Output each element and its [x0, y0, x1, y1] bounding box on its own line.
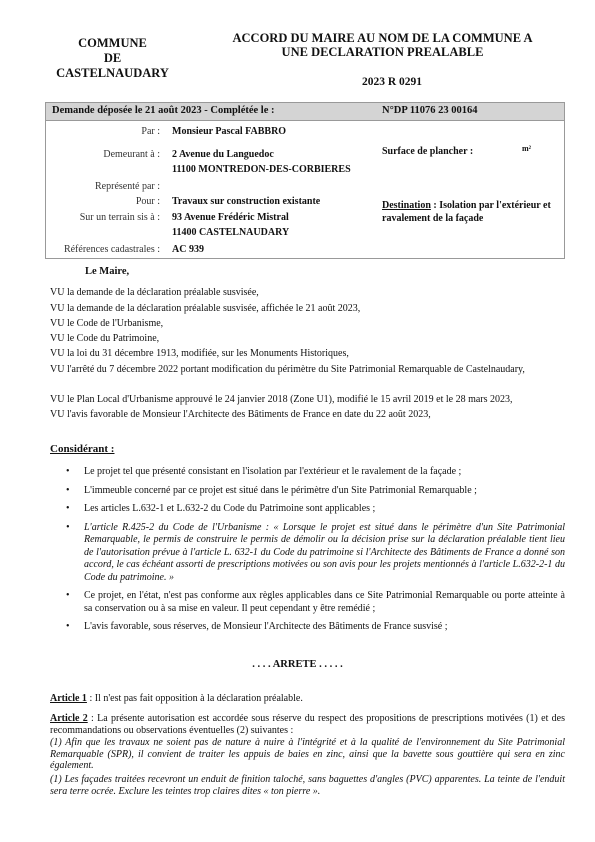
commune-line: COMMUNE [78, 36, 147, 50]
surface-label: Surface de plancher : [382, 146, 474, 157]
considerant-item: • L'article R.425-2 du Code de l'Urbanisme : « Lorsque le projet est situé dans le périmètre d'un Site Patrimonial Remarquable, le permis de construire le permis de démolir ou la décision prise sur la déclaration préalable tient lieu de l'autorisation prévue à l'article L. 632-1 du Code du patrimoine si l'Architecte des Bâtiments de France a donné son accord, le cas échéant assorti de prescriptions motivées ou son avis pour les projets mentionnés à l'article L.632-2-1 du Code du patrimoine. » [62, 522, 565, 585]
par-value: Monsieur Pascal FABBRO [172, 126, 287, 137]
destination-value: : Isolation par l'extérieur et ravalement de la façade [382, 200, 551, 224]
considerant-item: • Les articles L.632-1 et L.632-2 du Code du Patrimoine sont applicables ; [62, 503, 565, 516]
demande-band [45, 102, 565, 121]
article-2-prescription: (1) Afin que les travaux ne soient pas de nature à nuire à l'intégrité et à la qualité de l'environnement du Site Patrimonial Remarquable (SPR), il convient de traiter les appuis de baies en zinc, ainsi que la bavette sous gouttière qui sera en zinc également. [50, 737, 565, 771]
article-1-text: : Il n'est pas fait opposition à la déclaration préalable. [86, 693, 303, 704]
pour-value: Travaux sur construction existante [172, 196, 321, 207]
vu-line: VU l'avis favorable de Monsieur l'Architecte des Bâtiments de France en date du 22 août 2023, [50, 409, 431, 420]
destination-label: Destination [382, 200, 431, 211]
considerant-item: • L'immeuble concerné par ce projet est situé dans le périmètre d'un Site Patrimonial Remarquable ; [62, 485, 565, 498]
dossier-number: N°DP 11076 23 00164 [382, 105, 478, 116]
demeurant-label: Demeurant à : [103, 149, 160, 160]
commune-line: CASTELNAUDARY [56, 66, 169, 80]
article-1 [50, 693, 565, 705]
vu-line: VU l'arrêté du 7 décembre 2022 portant modification du périmètre du Site Patrimonial Remarquable de Castelnaudary, [50, 364, 525, 375]
pour-label: Pour : [135, 196, 160, 207]
considerant-list [62, 466, 565, 640]
considerant-item: • Le projet tel que présenté consistant en l'isolation par l'extérieur et le ravalement de la façade ; [62, 466, 565, 479]
vu-line: VU la loi du 31 décembre 1913, modifiée, sur les Monuments Historiques, [50, 348, 349, 359]
considerant-item: • L'avis favorable, sous réserves, de Monsieur l'Architecte des Bâtiments de France susvisé ; [62, 621, 565, 634]
vu-line: VU le Code de l'Urbanisme, [50, 318, 164, 329]
terrain-line1: 93 Avenue Frédéric Mistral [172, 212, 289, 223]
considerant-item: • Ce projet, en l'état, n'est pas conforme aux règles applicables dans ce Site Patrimonial Remarquable ou porte atteinte à sa conservation ou à sa mise en valeur. Il peut cependant y être remédié ; [62, 590, 565, 615]
demande-date: Demande déposée le 21 août 2023 - Complétée le : [52, 105, 275, 116]
form-box [45, 120, 565, 259]
destination [382, 200, 558, 225]
vu-line: VU la demande de la déclaration préalable susvisée, affichée le 21 août 2023, [50, 303, 361, 314]
vu-line: VU le Plan Local d'Urbanisme approuvé le 24 janvier 2018 (Zone U1), modifié le 15 avril 2019 et le 28 mars 2023, [50, 394, 513, 405]
article-2-prescription: (1) Les façades traitées recevront un enduit de finition taloché, sans baguettes d'angles (PVC) apparentes. La teinte de l'enduit sera terre ocrée. Exclure les teintes trop claires dites « ton pierre ». [50, 774, 565, 797]
terrain-line2: 11400 CASTELNAUDARY [172, 227, 290, 238]
demeurant-line2: 11100 MONTREDON-DES-CORBIERES [172, 164, 351, 175]
terrain-label: Sur un terrain sis à : [79, 212, 160, 223]
article-1-head: Article 1 [50, 693, 87, 704]
arrete-reference: 2023 R 0291 [362, 76, 423, 88]
accord-title [205, 31, 560, 59]
arrete-heading: . . . . ARRETE . . . . . [252, 659, 343, 670]
demeurant-line1: 2 Avenue du Languedoc [172, 149, 274, 160]
refs-value: AC 939 [172, 244, 204, 255]
par-label: Par : [141, 126, 160, 137]
accord-line: ACCORD DU MAIRE AU NOM DE LA COMMUNE A [232, 31, 533, 45]
article-2-head: Article 2 [50, 713, 88, 724]
considerant-title: Considérant : [50, 443, 115, 455]
commune-header [40, 36, 185, 81]
represente-label: Représenté par : [95, 181, 160, 192]
article-2 [50, 713, 565, 736]
article-2-text: : La présente autorisation est accordée sous réserve du respect des propositions de prescriptions motivées (1) et des recommandations ou observations éventuelles (2) suivantes : [50, 713, 565, 736]
vu-line: VU la demande de la déclaration préalable susvisée, [50, 287, 259, 298]
commune-line: DE [103, 51, 122, 65]
refs-label: Références cadastrales : [63, 244, 160, 255]
le-maire: Le Maire, [85, 266, 130, 277]
accord-line: UNE DECLARATION PREALABLE [281, 45, 484, 59]
vu-line: VU le Code du Patrimoine, [50, 333, 160, 344]
surface-unit: m² [522, 144, 532, 153]
